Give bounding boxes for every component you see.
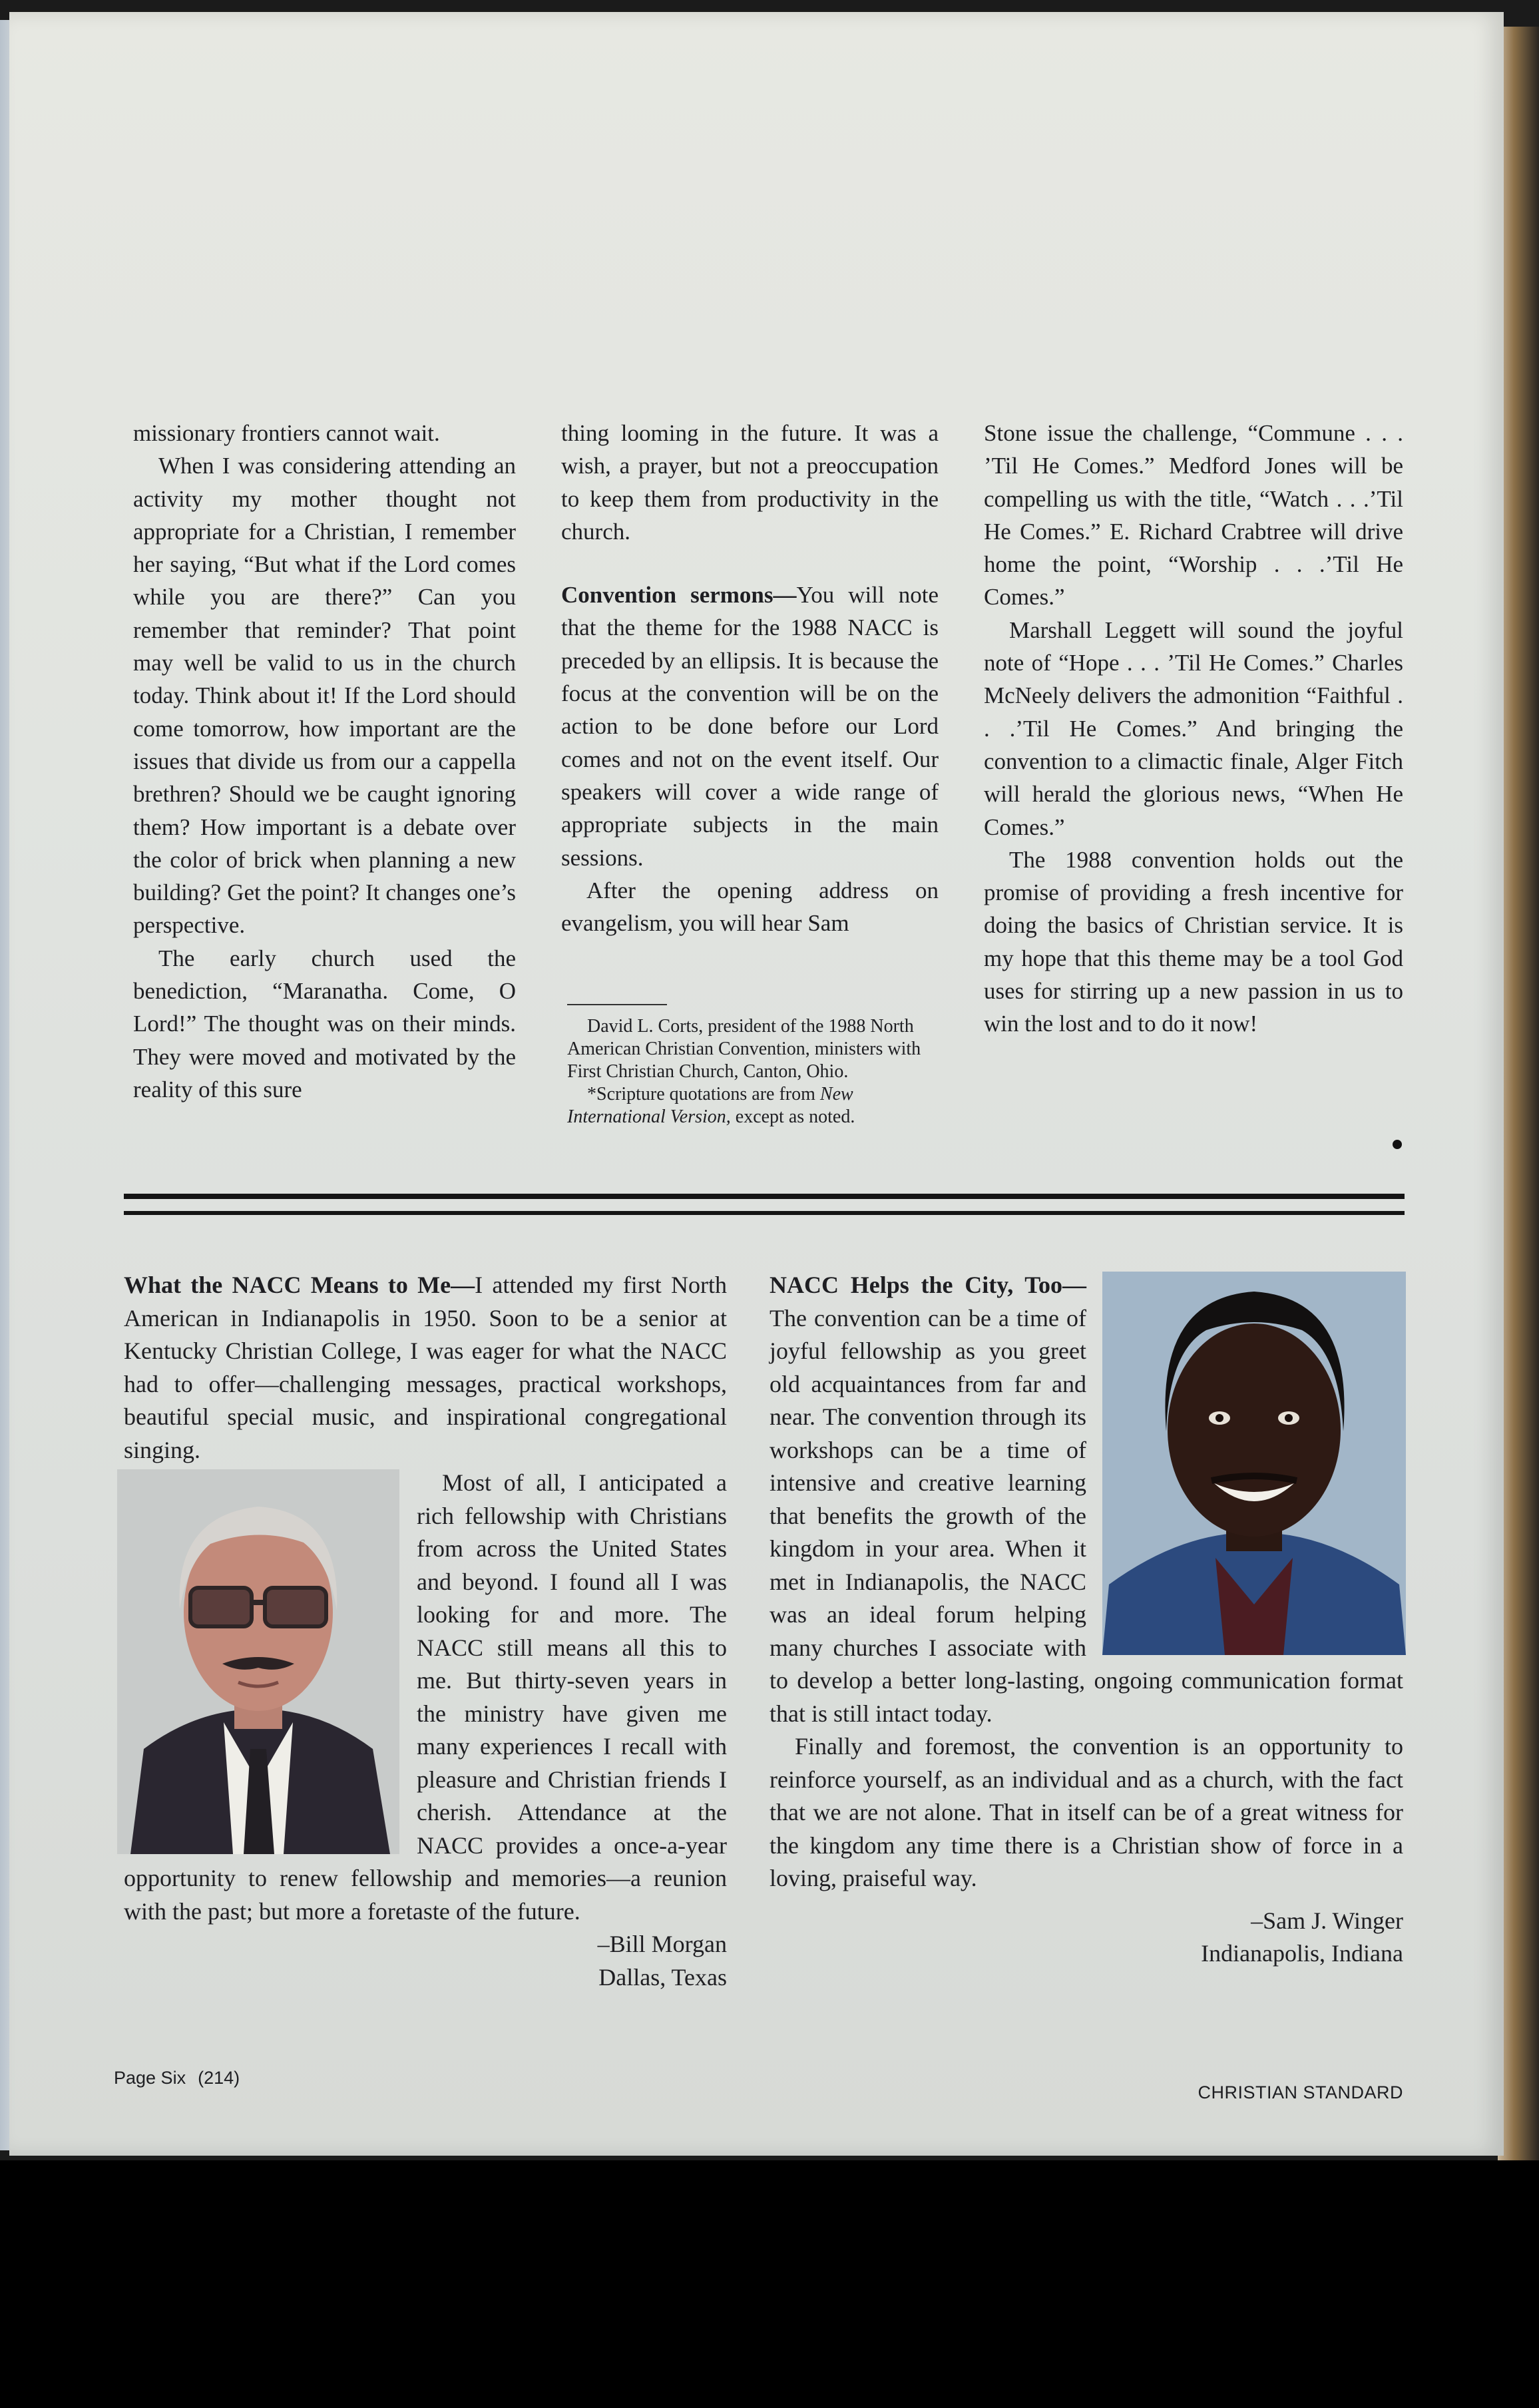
scripture-note: *Scripture quotations are from New International Version, except as noted. — [567, 1084, 855, 1127]
article-paragraph: thing looming in the future. It was a wish, a prayer, but not a preoccupation to keep them from productivity in the church. — [561, 420, 939, 545]
right-page-edge — [1498, 27, 1539, 2164]
article-paragraph: Marshall Leggett will sound the joyful note of “Hope . . . ’Til He Comes.” Charles McNeely delivers the admonition “Faithful . . .’Til He Comes.” And bringing the convention to a climactic finale, Alger Fitch will herald the glorious news, “When He Comes.” — [984, 616, 1403, 840]
page-number: (214) — [198, 2068, 240, 2088]
page-footer-left — [114, 2068, 240, 2088]
testimonial-intro: What the NACC Means to Me—I attended my first North American in Indianapolis in 1950. Soon to be a senior at Kentucky Christian College, I was eager for what the NACC had to offer—challenging messages, practical workshops, beautiful special music, and inspirational congregational singing. — [124, 1272, 727, 1463]
portrait-man-smiling-icon — [1102, 1272, 1406, 1655]
section-heading-convention-sermons: Convention sermons— — [561, 582, 797, 608]
section-divider-top — [124, 1194, 1405, 1199]
article-column-2 — [561, 417, 939, 939]
bill-morgan-photo — [117, 1469, 399, 1854]
article-paragraph: missionary frontiers cannot wait. — [133, 420, 440, 446]
testimonial-body: Finally and foremost, the convention is an opportunity to reinforce yourself, as an individual and as a church, with the fact that we are not alone. That in itself can be of a great witness for the kingdom any time there is a Christian show of force in a loving, praiseful way. — [770, 1733, 1403, 1891]
section-divider-bottom — [124, 1211, 1405, 1215]
article-paragraph: The early church used the benediction, “Maranatha. Come, O Lord!” The thought was on their minds. They were moved and motivated by the reality of this sure — [133, 945, 516, 1102]
article-paragraph: The 1988 convention holds out the promise of providing a fresh incentive for doing the basics of Christian service. It is my hope that this theme may be a tool God uses for stirring up a new passion in us to win the lost and to do it now! — [984, 846, 1403, 1037]
publication-name: CHRISTIAN STANDARD — [1198, 2082, 1403, 2102]
signature-name: –Bill Morgan — [597, 1931, 727, 1957]
signature-place: Indianapolis, Indiana — [1201, 1940, 1403, 1967]
author-bio: David L. Corts, president of the 1988 North American Christian Convention, ministers with First Christian Church, Canton, Ohio. — [567, 1016, 921, 1082]
testimonial-body: Most of all, I anticipated a rich fellowship with Christians from across the United States and beyond. I found all I was looking for and more. The NACC still means all this to me. But thirty-seven years in the ministry have given me many experiences I recall with pleasure and Christian friends I cherish. Attendance at the NACC provides a once-a-year opportunity to renew fellowship and memories—a reunion with the past; but more a foretaste of the future. — [124, 1469, 727, 1925]
article-paragraph: Convention sermons—You will note that the theme for the 1988 NACC is preceded by an ellipsis. It is because the focus at the convention will be on the action to be done before our Lord comes and not on the event itself. Our speakers will cover a wide range of appropriate subjects in the main sessions. — [561, 582, 939, 871]
article-column-3 — [984, 417, 1403, 1041]
article-column-1 — [133, 417, 516, 1106]
background-surface — [0, 2160, 1539, 2408]
signature-name: –Sam J. Winger — [1251, 1907, 1403, 1934]
article-paragraph: After the opening address on evangelism, you will hear Sam — [561, 877, 939, 937]
article-paragraph: When I was considering attending an activity my mother thought not appropriate for a Christian, I remember her saying, “But what if the Lord comes while you are there?” Can you remember that reminder? That point may well be valid to us in the church today. Think about it! If the Lord should come tomorrow, how important are the issues that divide us from our a cappella brethren? Should we be caught ignoring them? How important is a debate over the color of brick when planning a new building? Get the point? It changes one’s perspective. — [133, 453, 516, 939]
testimonial-heading: NACC Helps the City, Too— — [770, 1272, 1086, 1298]
portrait-man-glasses-icon — [117, 1469, 399, 1854]
page-label: Page Six — [114, 2068, 186, 2088]
signature-place: Dallas, Texas — [598, 1963, 727, 1991]
testimonial-heading: What the NACC Means to Me— — [124, 1272, 475, 1298]
sam-winger-photo — [1102, 1272, 1406, 1655]
note-divider — [567, 1004, 667, 1005]
testimonial-right — [770, 1269, 1403, 1971]
testimonial-left — [124, 1269, 727, 1994]
testimonial-intro: NACC Helps the City, Too—The convention can be a time of joyful fellowship as you greet old acquaintances from far and near. The convention through its workshops can be a time of intensive and creative learning that benefits the growth of the kingdom in your area. When it met in Indianapolis, the NACC was an ideal forum helping many churches I associate with to develop a better long-lasting, ongoing communication format that is still intact today. — [770, 1272, 1403, 1727]
article-paragraph: Stone issue the challenge, “Commune . . . ’Til He Comes.” Medford Jones will be compelling us with the title, “Watch . . .’Til He Comes.” E. Richard Crabtree will drive home the point, “Worship . . .’Til He Comes.” — [984, 420, 1403, 610]
end-of-article-bullet-icon — [1393, 1140, 1402, 1149]
author-note — [567, 1015, 940, 1128]
